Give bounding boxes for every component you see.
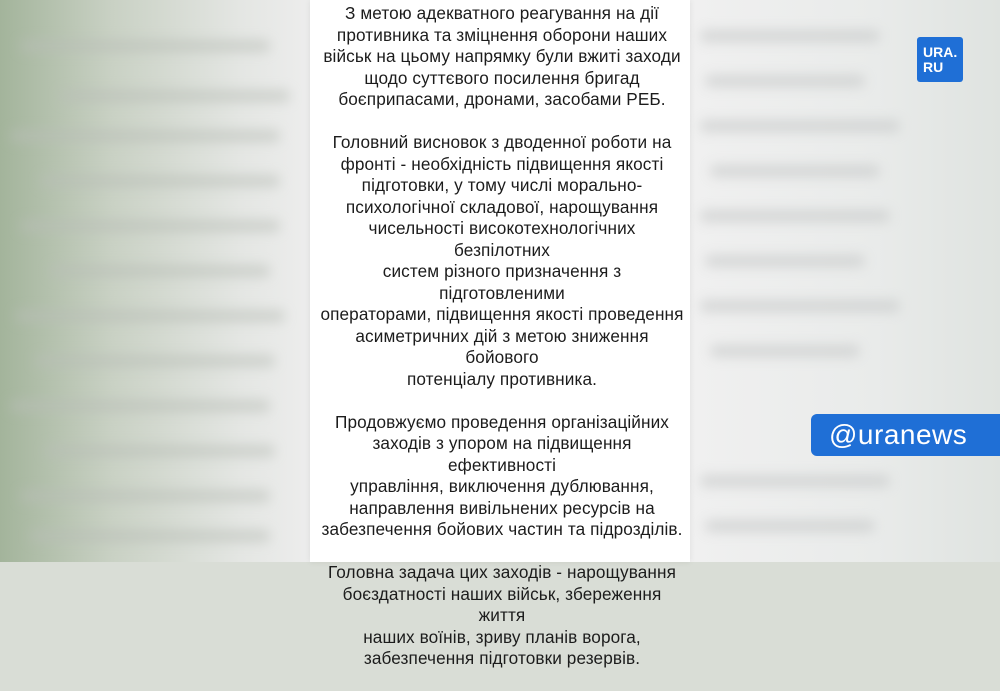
blurred-text-line [710, 165, 880, 177]
blurred-text-line [700, 475, 890, 487]
blurred-background-left [0, 0, 320, 562]
blurred-text-line [10, 400, 270, 412]
blurred-text-line [35, 355, 275, 367]
blurred-text-line [705, 255, 865, 267]
message-paragraph-4: Головна задача цих заходів - нарощування боєздатності наших військ, збереження життя наших воїнів, зриву планів ворога, забезпечення підготовки резервів. [328, 562, 676, 668]
ura-ru-logo [917, 37, 963, 82]
blurred-text-line [700, 300, 900, 312]
uranews-handle-badge: @uranews [811, 414, 1000, 456]
message-paragraph-3: Продовжуємо проведення організаційних заходів з упором на підвищення ефективності управління, виключення дублювання, направлення вивільнених ресурсів на забезпечення бойових частин та підрозділів. [321, 411, 683, 539]
blurred-text-line [40, 175, 280, 187]
blurred-text-line [10, 130, 280, 142]
blurred-text-line [705, 520, 875, 532]
blurred-text-line [710, 345, 860, 357]
message-text [320, 3, 684, 691]
message-card [310, 0, 690, 668]
logo-line-2: RU [923, 59, 944, 75]
blurred-text-line [20, 490, 270, 502]
blurred-text-line [30, 530, 270, 542]
blurred-text-line [700, 120, 900, 132]
message-paragraph-1: З метою адекватного реагування на дії противника та зміцнення оборони наших військ на цьому напрямку були вжиті заходи щодо суттєвого посилення бригад боєприпасами, дронами, засобами РЕБ. [323, 3, 681, 109]
blurred-text-line [50, 265, 270, 277]
logo-line-1: URA. [923, 44, 958, 60]
blurred-text-line [700, 30, 880, 42]
blurred-text-line [20, 220, 280, 232]
blurred-text-line [705, 75, 865, 87]
blurred-text-line [20, 40, 270, 52]
blurred-text-line [700, 210, 890, 222]
blurred-text-line [15, 310, 285, 322]
blurred-text-line [45, 445, 275, 457]
blurred-text-line [60, 90, 290, 102]
message-paragraph-2: Головний висновок з дводенної роботи на фронті - необхідність підвищення якості підготовки, у тому числі морально- психологічної складової, нарощування чисельності високотехнологічних безпілотних систем різного призначення з підготовленими операторами, підвищення якості проведення асиметричних дій з метою зниження бойового потенціалу противника. [320, 132, 684, 389]
